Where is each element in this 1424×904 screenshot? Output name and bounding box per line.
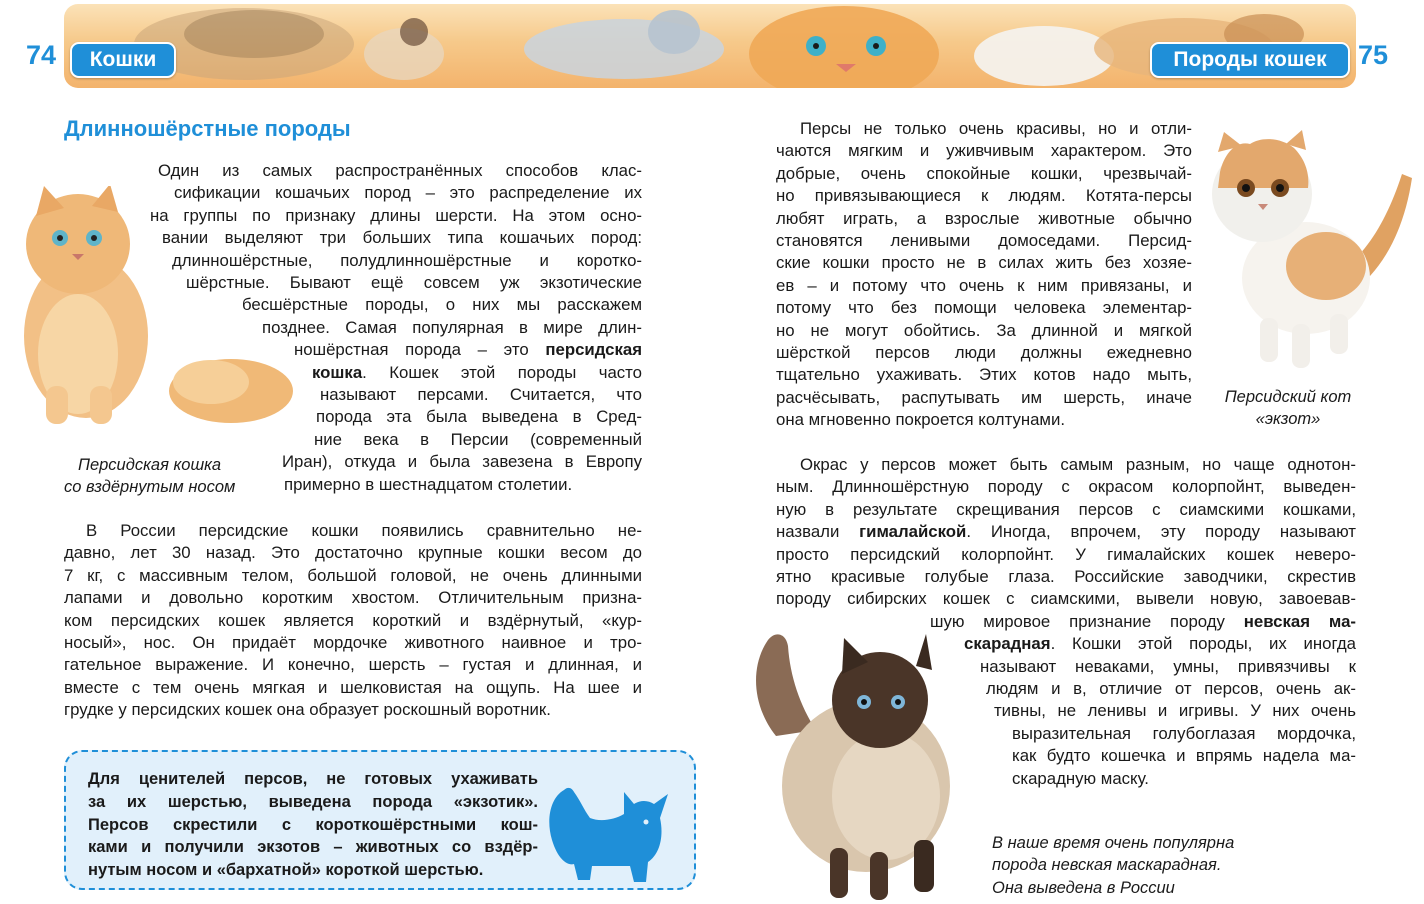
character-paragraph — [776, 118, 1192, 432]
breed-name-persian: персидская — [545, 340, 642, 360]
caption-exotic-cat — [1216, 386, 1360, 431]
text-line: но не могут обойтись. За длинной и мягкой — [776, 320, 1192, 340]
text-fragment: . Кошки этой породы, их иногда — [1050, 634, 1356, 654]
text-line: как будто кошечка и впрямь надела ма- — [1012, 746, 1356, 766]
text-line: вместе с тем очень мягкая и шелковистая на ощупь. На шее и — [64, 677, 642, 697]
text-line: называют персами. Считается, что — [320, 385, 642, 405]
text-line — [150, 362, 642, 384]
text-line: порода эта была выведена в Сред- — [316, 407, 642, 427]
text-line: ние века в Персии (современный — [314, 429, 642, 449]
section-label-breeds: Породы кошек — [1150, 42, 1350, 78]
text-line: примерно в шестнадцатом столетии. — [284, 474, 573, 494]
text-line: расчёсывать, распутывать им шерсть, иначе — [776, 387, 1192, 407]
text-line: Окрас у персов может быть самым разным, но чаще однотон- — [800, 455, 1356, 474]
text-line: давно, лет 30 назад. Это достаточно крупные кошки весом до — [64, 543, 642, 563]
text-line: тивны, не ленивы и игривы. У них очень — [994, 701, 1356, 721]
text-line: Иран), откуда и была завезена в Европу — [282, 452, 642, 472]
text-line: В России персидские кошки появились сравнительно не- — [86, 521, 642, 540]
tip-line: за их шерстью, выведена порода «экзотик». — [88, 792, 538, 811]
page-number-left: 74 — [26, 40, 57, 70]
text-line: она мгновенно покроется колтунами. — [776, 410, 1066, 430]
page-title: Длинношёрстные породы — [64, 116, 351, 141]
text-line: лапами и довольно коротким хвостом. Отличительным призна- — [64, 588, 642, 608]
text-line: Один из самых распространённых способов клас- — [158, 161, 642, 180]
text-line: гательное выражение. И конечно, шерсть – густая и длинная, и — [64, 655, 642, 675]
neva-masquerade-cat-photo — [746, 626, 978, 902]
russia-paragraph — [64, 520, 642, 722]
caption-line: «экзот» — [1255, 410, 1321, 429]
intro-paragraph — [150, 160, 642, 496]
section-label-cats: Кошки — [70, 42, 176, 78]
text-line: просто персидский колорпойнт. У гималайских кошек неверо- — [776, 544, 1356, 564]
text-line: ком персидских кошек является короткий и вздёрнутый, «кур- — [64, 610, 642, 630]
text-line: грудке у персидских кошек она образует роскошный воротник. — [64, 700, 551, 720]
text-line: ев – и потому что очень к ним привязаны, и — [776, 275, 1192, 295]
text-fragment: . Иногда, впрочем, эту породу называют — [966, 522, 1356, 542]
text-line: носый», нос. Он придаёт мордочке животного наивное и тро- — [64, 633, 642, 653]
exotic-tip-text — [88, 768, 538, 882]
caption-line: со вздёрнутым носом — [64, 478, 236, 497]
breed-name-himalayan: гималайской — [859, 522, 967, 542]
text-fragment: . Кошек этой породы часто — [362, 362, 642, 382]
text-line: но привязывающиеся к людям. Котята-персы — [776, 186, 1192, 206]
text-line: потому что без помощи человека элементар- — [776, 298, 1192, 318]
text-line: породу сибирских кошек с сиамскими, вывели новую, завоевав- — [776, 589, 1356, 609]
page-number-right: 75 — [1358, 40, 1389, 70]
breed-name-persian: кошка — [312, 362, 363, 382]
tip-line: Персов скрестили с короткошёрстными кош- — [88, 815, 538, 834]
caption-line: В наше время очень популярна — [992, 834, 1235, 852]
text-line: ские кошки просто не в силах жить без хозяе- — [776, 253, 1192, 273]
caption-persian-cat — [64, 454, 236, 499]
tip-line: Для ценителей персов, не готовых ухаживать — [88, 770, 538, 788]
text-fragment: шую мировое признание породу — [930, 611, 1244, 631]
tip-line: нутым носом и «бархатной» короткой шерстью. — [88, 861, 484, 880]
caption-line: порода невская маскарадная. — [992, 856, 1222, 875]
cat-silhouette-icon — [544, 770, 680, 890]
breed-name-neva: скарадная — [964, 634, 1051, 654]
text-line: ным. Длинношёрстную породу с окрасом колорпойнт, выведен- — [776, 477, 1356, 497]
text-line: скарадную маску. — [1012, 768, 1149, 788]
text-line: добрые, очень спокойные кошки, чрезвычай- — [776, 163, 1192, 183]
text-line: людям и в, отличие от персов, очень ак- — [986, 679, 1356, 699]
breed-name-neva: невская ма- — [1243, 611, 1356, 631]
caption-line: Персидская кошка — [78, 456, 222, 474]
text-line: ятно красивые голубые глаза. Российские заводчики, скрестив — [776, 567, 1356, 587]
text-line: становятся ленивыми домоседами. Персид- — [776, 231, 1192, 251]
text-line: длинношёрстные, полудлинношёрстные и коротко- — [172, 250, 642, 270]
caption-neva-cat — [992, 832, 1234, 899]
text-line — [150, 339, 642, 361]
tip-line: ками и получили экзотов – животных со вздёр- — [88, 838, 538, 857]
text-fragment: ношёрстная порода – это — [294, 340, 546, 360]
text-line: Персы не только очень красивы, но и отли- — [800, 119, 1192, 138]
text-line: тщательно ухаживать. Этих котов надо мыть, — [776, 365, 1192, 385]
text-line: выразительная голубоглазая мордочка, — [1012, 723, 1356, 743]
exotic-cat-photo — [1206, 128, 1420, 378]
caption-line: Персидский кот — [1224, 388, 1352, 406]
text-line: любят играть, а взрослые животные обычно — [776, 208, 1192, 228]
text-line: позднее. Самая популярная в мире длин- — [262, 317, 642, 337]
text-line: бесшёрстные породы, о них мы расскажем — [242, 295, 642, 315]
text-line: чаются мягким и уживчивым характером. Это — [776, 141, 1192, 161]
text-fragment: назвали — [776, 522, 860, 542]
text-line: шёрстные. Бывают ещё совсем уж экзотические — [186, 273, 642, 293]
text-line: сификации кошачьих пород – это распределение их — [174, 183, 642, 203]
text-line: 7 кг, с массивным телом, большой головой, не очень длинными — [64, 565, 642, 585]
text-line: ную в результате скрещивания персов с сиамскими кошками, — [776, 499, 1356, 519]
text-line: называют неваками, умны, привязчивы к — [980, 656, 1356, 676]
caption-line: Она выведена в России — [992, 878, 1175, 897]
text-line: шёрсткой персов люди должны ежедневно — [776, 343, 1192, 363]
text-line: вании выделяют три больших типа кошачьих пород: — [162, 228, 642, 248]
text-line — [776, 521, 1356, 543]
text-line: на группы по признаку длины шерсти. На этом осно- — [150, 205, 642, 225]
